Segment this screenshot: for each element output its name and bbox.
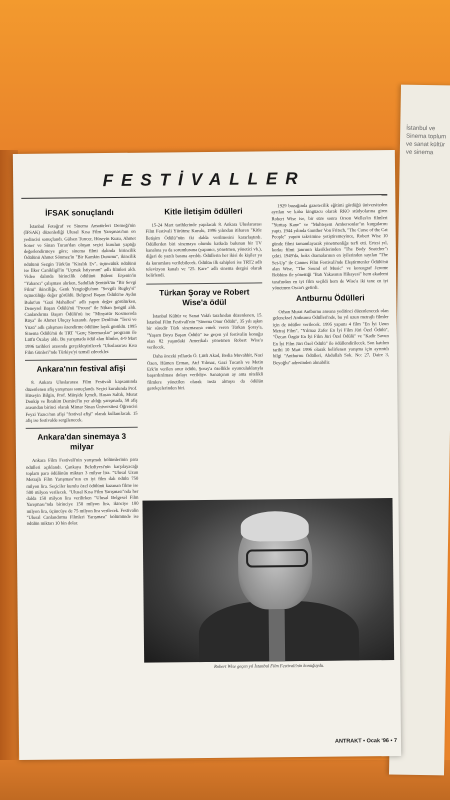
heading-ifsak: İFSAK sonuçlandı [45, 207, 114, 218]
article-kitle-iletisim-body: 15-24 Mart tarihlerinde yapılacak 8. Ankara Uluslararası Film Festivali Yürütme Kurulu, 1996 yılından itibaren "Kitle İletişim Ödülü"nün iki dalda verilmesini kararlaştırdı. Ödüllerden biri sinemaya olumlu katkıda bulunan bir TV kanalına ya da sorumlusuna (yapımcı, yönetmen, yönetici vb.), diğeri de yazılı basına ayrıldı. Ödüllerin her ikisi de kişiler ya da kurumlara verilebilecek. Ödülün ilk sahipleri ise TRT2 adlı televizyon kanalı ve "25. Kare" adlı sinema dergisi olarak belirlendi. [145, 221, 263, 279]
photo-hair [241, 511, 309, 542]
article-antburnu-body: Orhan Murat Antburnu anısına yeditinci düzenlenecek olan geleneksel Antburnu Ödülleri'nde, bu yıl uzun metrajlı filmler için de ödüller verilecek. 1995 yapımı 4 film "En İyi Uzun Metraj Film", "Yılmaz Zafer En İyi Film Jüri Özel Ödülü", "Özcan Özgür En İyi Film Jüri Özel Ödülü" ve "Kadir Savun En İyi Film Jüri Özel Ödülü" ile ödüllendirilecek. Son katılım tarihi 10 Mart 1996 olarak belirlenen yarışma için ayrıntılı bilgi "Antburnu Ödülleri, Abdullah Sok. No: 27, Daire 3, Beyoğlu" adresinden alınabilir. [272, 308, 389, 365]
section-header: FESTİVALLER [102, 168, 306, 191]
article-soray-wise-body: İstanbul Kültür ve Sanat Vakfı tarafından düzenlenen, 15. İstanbul Film Festivali'nin "Sinema Onur Ödülü", 35 yılı aşkın bir süredir Türk sinemasına emek veren Türkan Şoray'a, "Yaşam Boyu Başarı Ödülü" ise geçen yıl festivalin konuğu olan 82 yaşındaki Amerikalı yönetmen Robert Wise'a verilecek. [146, 312, 263, 350]
divider [26, 427, 138, 429]
divider [25, 359, 137, 361]
column-right [271, 202, 389, 369]
column-left [23, 205, 138, 531]
article-ankara-afis-body: 8. Ankara Uluslararası Film Festivali kapsamında düzenlenen afiş yarışması sonuçlandı. Seçici kurulunda Prof. Hüseyin Bilgin, Prof. Mürşide İçmeli, Hasan Saltık, Murat Donkip ve İbrahim Demirel'in yer aldığı yarışmada, 58 afiş arasından birinci olarak Mimar Sinan Üniversitesi Öğrencisi Feyzi Yazıcı'nın afişi "festival afişi" olarak kullanılacak. 15 afiş ise festivalde sergilenecek. [25, 378, 138, 423]
background-top [0, 0, 450, 160]
heading-ankara-afis: Ankara'nın festival afişi [36, 364, 126, 375]
heading-antburnu: Antburnu Ödülleri [296, 293, 365, 304]
article-ifsak-body: İstanbul Fotoğraf ve Sinema Amatörleri Derneği'nin (İFSAK) düzenlediği Ulusal Kısa Film Yarışması'nın on yedincisi sonuçlandı. Gülsen Tuncer, Hüseyin Kuzu, Ahmet Soner ve Sinan Turan'dan oluşan seçici kurulun yaptığı değerlendirmeye göre; sinema filmi dalında birincilik Ödülünü Ahmet Sönmez'in "Bir Kamkin Durumu", ikincilik ödülünü Sezgin Türk'ün "Kiralık Ev", üçüncülük ödülünü ise İlker Canikligil'in "Uçmak İstiyorum" adlı filmleri aldı. Video dalında birincilik ödülünü Bülent Erşenin'in "Yabancı" çalışması alırken, Sadullah Şentürk'ün "Bir Sevgi Filmi" ikinciliğe, Genk Yengioğlu'nun "Sevgili Rugby'si" üçüncülüğe değer görüldü. Belgesel Başarı Ödülü'ne Aydın Bulut'un "Gazi Mahallesi" adlı yapıtı değer görülürken, Deneysel Başarı Ödülü'nü "Proust" ile Nihan Şengül aldı. Canlandırma Başarı Ödülü'nü ise "Minyatür Kosmoroda Rüya" ile Ahmet Uluçay kazandı. Ayper Denli'nin "Tersi ve Yüzü" adlı çalışması özendirme ödülüne layık görüldü. 1995 Sinema Ödülü'nü de TRT "Genç Sinemacılar" programı ile Lütfü Özalay aldı. Bu yarışmada ödül alan filmler, 4-9 Mart 1996 tarihleri arasında gerçekleştirilecek "Uluslararası Kısa Film Günleri"nde Türkiye'yi temsil edecekler. [23, 222, 137, 355]
photo-caption: Robert Wise geçen yıl İstanbul Film Festivali'nin konuğuydu. [214, 662, 325, 669]
article-ankara-3-milyar-body: Ankara Film Festivali'nin yarışmalı bölümlerinin para ödülleri açıklandı. Çankaya Belediyesi'nin karşılayacağı toplam para ödülünün miktarı 3 milyar lira. "Ulusal Uzun Metrajlı Film Yarışması"nın en iyi film dalı ödülü 750 milyon lira. Seçiciler kurulu özel ödülünü kazanan filme ise 500 milyon verilecek. "Ulusal Kısa Film Yarışması"nda her dalda 150 milyon lira verilirken "Ulusal Belgesel Film Yarışması"nda birinciye 150 milyon lira, ikinciye 100 milyon lira, üçüncüye de 75 milyon lira verilecek. Festivalin "Ulusal Canlandırma Filmleri Yarışması" bölümünde ise ödülün miktarı 10 bin dolar. [26, 457, 139, 527]
article-wise-body: 1929 buzağında gazetecilik eğitimi gördüğü üniversiteden ayrılan ve kaba kingüzcu olarak RKO stüdyolarına giren Robert Wise ise, bir süre sonra Orson Welles'in filmleri "Yurttaş Kane" ve "Muhteşem Ambersonlar"ın kurgularını yaptı. 1944 yılında Gunther Von Fritsch, "The Curse of the Cat People" yapım takvimine yetiştiremeyince, Robert Wise 10 günde filmi tamamlayarak yönetmenliğe terfi etti. Ertesi yıl, korku filmi janrının klasiklerinden "The Body Snatcher"ı çekti. 1949'da, boks dramalarının en iyilerinden sayılan "The Set-Up" ile Cannes Film Festivali'nde Eleştirmenler Ödülü'nü alan Wise, "The Sound of Music" ve koreograf Jerome Robbins ile yönettiği "Batı Yakasının Hikayesi" hem akademi tarafından en iyi film seçildi hem de Wise'a iki tane en iyi yönetmen Oscar'ı getirdi. [271, 202, 389, 291]
divider [146, 282, 262, 284]
photo-tie [269, 609, 286, 662]
page-footer: ANTRAKT • Ocak '96 • 7 [334, 738, 398, 745]
heading-kitle-iletisim: Kitle İletişim ödülleri [164, 206, 243, 217]
robert-wise-photo [142, 498, 394, 663]
header-rule [21, 194, 387, 199]
background-bottom [0, 760, 450, 800]
column-middle [145, 203, 263, 394]
underlying-page-text: İstanbul ve Sinema toplum ve sanat kültür ve sinema [405, 125, 447, 157]
article-soray-wise-body-2: Daha önceki yıllarda Ö. Lütfi Akad, Bedia Muvahhit, Nazi Özen, Hümen Erman, Atıf Yılmaz, Gazi Tucanlı ve Metin Erk'in verilen onur ödülü, Şoray'a özellikle oyunculuklarıyla başardırılması dolayı verildiye. Sanatçının ay ama nitelikli filmlere yönetilen olarak insta almışsı da ödülün gerekçelerinden biri. [147, 352, 264, 391]
heading-ankara-3-milyar: Ankara'dan sinemaya 3 milyar [37, 432, 127, 452]
magazine-page [13, 150, 401, 760]
heading-soray-wise: Türkan Şoray ve Robert Wise'a ödül [159, 287, 250, 307]
photo-glasses [246, 549, 308, 568]
